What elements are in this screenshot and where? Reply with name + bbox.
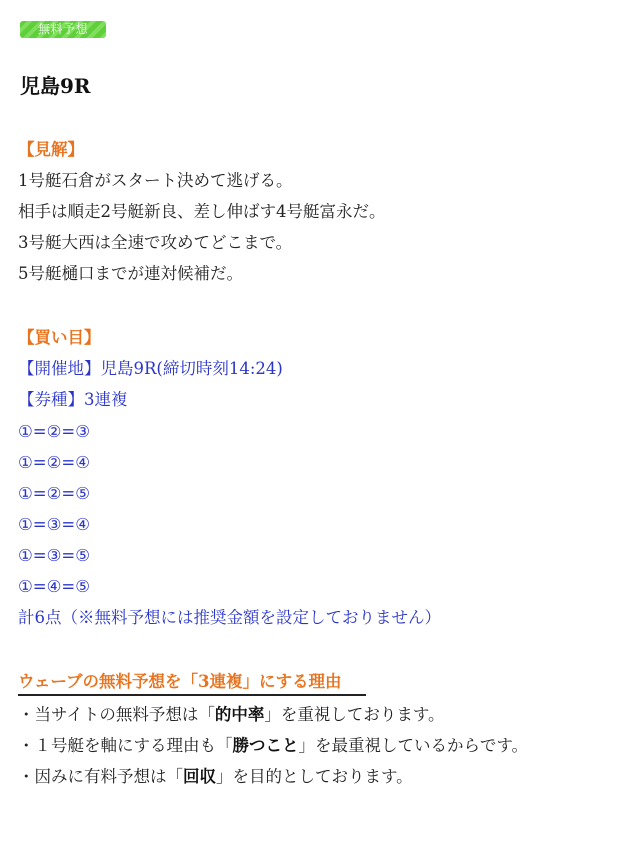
- reason-bullet: [18, 734, 528, 758]
- kaime-combo: ①=③=⑤: [18, 546, 91, 565]
- reason-bullet: [18, 765, 413, 789]
- kenkai-heading: 【見解】: [18, 140, 84, 159]
- reason-bullet-emphasis: 回収: [183, 767, 216, 786]
- kenkai-line-3: 3号艇大西は全速で攻めてどこまで。: [18, 233, 293, 252]
- reason-heading-underline: [18, 694, 366, 696]
- reason-bullet-emphasis: 的中率: [214, 705, 265, 724]
- reason-bullet-text: 」を目的としております。: [216, 767, 413, 786]
- kaime-total: 計6点（※無料予想には推奨金額を設定しておりません）: [18, 608, 441, 627]
- kaime-venue: 【開催地】児島9R(締切時刻14:24): [18, 359, 283, 378]
- kaime-combo: ①=②=③: [18, 422, 91, 441]
- reason-heading: ウェーブの無料予想を「3連複」にする理由: [18, 672, 342, 691]
- kaime-combo: ①=②=⑤: [18, 484, 91, 503]
- reason-bullet-text: 」を最重視しているからです。: [298, 736, 529, 755]
- kaime-ticket-type: 【券種】3連複: [18, 390, 128, 409]
- kenkai-line-4: 5号艇樋口までが連対候補だ。: [18, 264, 243, 283]
- reason-bullet-emphasis: 勝つこと: [232, 736, 299, 755]
- reason-bullet: [18, 703, 445, 727]
- free-prediction-badge: 無料予想: [20, 21, 106, 38]
- kaime-combo: ①=④=⑤: [18, 577, 91, 596]
- reason-bullet-text: ・１号艇を軸にする理由も「: [18, 736, 233, 755]
- kaime-heading: 【買い目】: [18, 328, 101, 347]
- kaime-combo: ①=②=④: [18, 453, 91, 472]
- reason-bullet-text: ・因みに有料予想は「: [18, 767, 183, 786]
- kenkai-line-1: 1号艇石倉がスタート決めて逃げる。: [18, 171, 293, 190]
- reason-bullet-text: ・当サイトの無料予想は「: [18, 705, 215, 724]
- page-title: 児島9R: [20, 74, 91, 98]
- reason-bullet-text: 」を重視しております。: [264, 705, 445, 724]
- kaime-combo: ①=③=④: [18, 515, 91, 534]
- kenkai-line-2: 相手は順走2号艇新良、差し伸ばす4号艇富永だ。: [18, 202, 386, 221]
